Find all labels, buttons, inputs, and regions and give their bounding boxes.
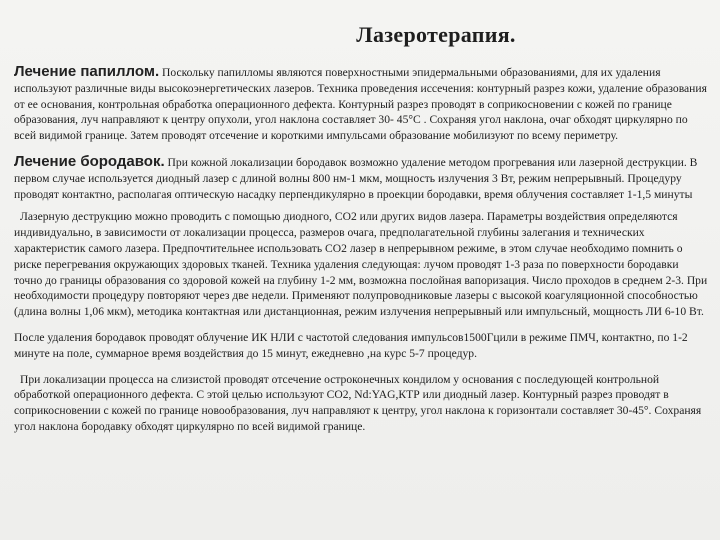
post-removal-paragraph: После удаления бородавок проводят облучение ИК НЛИ с частотой следования импульсов1500Гцили в режиме ПМЧ, контактно, по 1-2 минуте на поле, суммарное время воздействия до 15 минут, ежедневно ,на курс 5-7 процедур. bbox=[14, 330, 688, 360]
warts-paragraph bbox=[14, 154, 708, 202]
papilloma-text: Поскольку папилломы являются поверхностными эпидермальными образованиями, для их удаления используют различные виды высокоэнергетических лазеров. Техника проведения иссечения: контурный разрез кожи, удаление образования от ее основания, контрольная обработка операционного дефекта. Контурный разрез проводят в соприкосновении с кожей по границе образования, луч направляют к центру опухоли, угол наклона составляет 30- 45°С . Сохраняя угол наклона, очаг обходят циркулярно по всей видимой границе. Затем проводят отсечение и короткими импульсами образование мобилизуют по всему периметру. bbox=[14, 66, 707, 143]
warts-text: При кожной локализации бородавок возможно удаление методом прогревания или лазерной деструкции. В первом случае используется диодный лазер с длиной волны 800 нм-1 мкм, мощность излучения 3 Вт, режим непрерывный. Процедуру проводят контактно, располагая оптическую насадку перпендикулярно в проекции бородавки, время облучения составляет 1-1,5 минуты bbox=[14, 155, 698, 201]
slide-title: Лазеротерапия. bbox=[356, 22, 516, 47]
warts-heading: Лечение бородавок. bbox=[14, 152, 165, 170]
papilloma-heading: Лечение папиллом. bbox=[14, 63, 160, 80]
papilloma-paragraph bbox=[14, 64, 708, 144]
laser-destruction-paragraph: Лазерную деструкцию можно проводить с помощью диодного, СО2 или других видов лазера. Параметры воздействия определяются индивидуально, в зависимости от локализации процесса, размеров очага, предполагательной глубины залегания и технических характеристик самого лазера. Предпочтительнее использовать СО2 лазер в непрерывном режиме, в этом случае необходимо помнить о риске перегревания окружающих здоровых тканей. Техника удаления следующая: лучом проводят 1-3 раза по поверхности бородавки точно до границы образования со здоровой кожей на глубину 1-2 мм, возможна послойная вапоризация. Число проходов в среднем 2-3. При необходимости процедуру повторяют через две недели. Применяют полупроводниковые лазеры с высокой коагуляционной способностью (длина волны 1,06 мкм), методика контактная или дистанционная, режим излучения непрерывный или импульсный, мощность ЛИ 6-10 Вт. bbox=[14, 210, 708, 319]
mucosa-paragraph: При локализации процесса на слизистой проводят отсечение остроконечных кондилом у основания с последующей контрольной обработкой операционного дефекта. С этой целью используют СО2, Nd:YAG,КТР или диодный лазер. Контурный разрез проводят в соприкосновении с кожей по границе новообразования, луч направляют к центру, угол наклона к горизонтали составляет 30-45°. Сохраняя угол наклона бородавку обходят циркулярно по всей видимой границе. bbox=[14, 372, 702, 433]
